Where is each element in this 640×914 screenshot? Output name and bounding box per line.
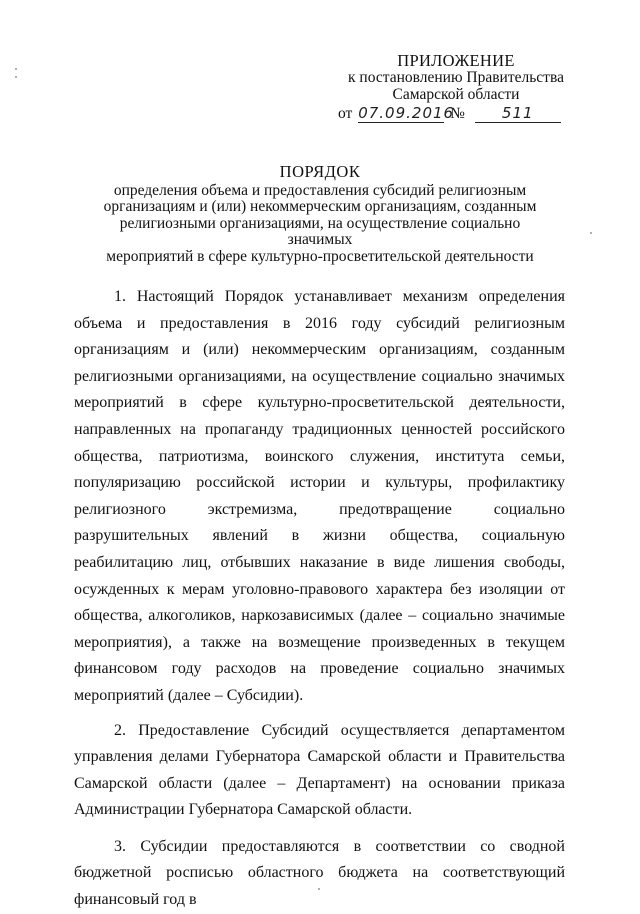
heading-line: мероприятий в сфере культурно-просветительской деятельности — [106, 247, 534, 265]
date-value-handwritten: 07.09.2016 — [358, 104, 455, 122]
paragraph-1: 1. Настоящий Порядок устанавливает механизм определения объема и предоставления в 2016 году субсидий религиозным организациям и (или) некоммерческим организациям, созданным религиозными организациями, на осуществление социально значимых мероприятий в сфере культурно-просветительской деятельности, направленных на пропаганду традиционных ценностей российского общества, патриотизма, воинского служения, института семьи, популяризацию российской истории и культуры, профилактику религиозного экстремизма, предотвращение социально разрушительных явлений в жизни общества, социальную реабилитацию лиц, отбывших наказание в виде лишения свободы, осужденных к мерам уголовно-правового характера без изоляции от общества, алкоголиков, наркозависимых (далее – социально значимые мероприятия), а также на возмещение произведенных в текущем финансовом году расходов на проведение социально значимых мероприятий (далее – Субсидии). — [74, 288, 565, 704]
appendix-line-2: Самарской области — [392, 86, 520, 103]
paragraph-3: 3. Субсидии предоставляются в соответствии со сводной бюджетной росписью областного бюджета на соответствующий финансовый год в — [74, 837, 565, 909]
document-heading — [100, 164, 540, 265]
heading-title: ПОРЯДОК — [279, 162, 361, 181]
appendix-line-1: к постановлению Правительства — [348, 69, 564, 86]
document-body — [74, 284, 565, 914]
heading-line: религиозными организациями, на осуществление социально значимых — [119, 214, 521, 248]
appendix-title: ПРИЛОЖЕНИЕ — [397, 51, 515, 70]
appendix-date-number — [336, 105, 576, 123]
heading-line: определения объема и предоставления субсидий религиозным — [113, 181, 527, 199]
scan-speck — [15, 76, 17, 78]
scan-speck — [590, 232, 592, 234]
number-prefix: № — [450, 105, 465, 122]
heading-line: организациям и (или) некоммерческим организациям, созданным — [103, 198, 537, 215]
scan-speck — [15, 68, 17, 70]
date-prefix: от — [338, 105, 353, 122]
appendix-block — [336, 52, 576, 123]
number-value-handwritten: 511 — [475, 105, 561, 123]
paragraph-2: 2. Предоставление Субсидий осуществляется департаментом управления делами Губернатора Самарской области и Правительства Самарской области (далее – Департамент) на основании приказа Администрации Губернатора Самарской области. — [74, 721, 565, 819]
scan-speck — [318, 888, 320, 890]
